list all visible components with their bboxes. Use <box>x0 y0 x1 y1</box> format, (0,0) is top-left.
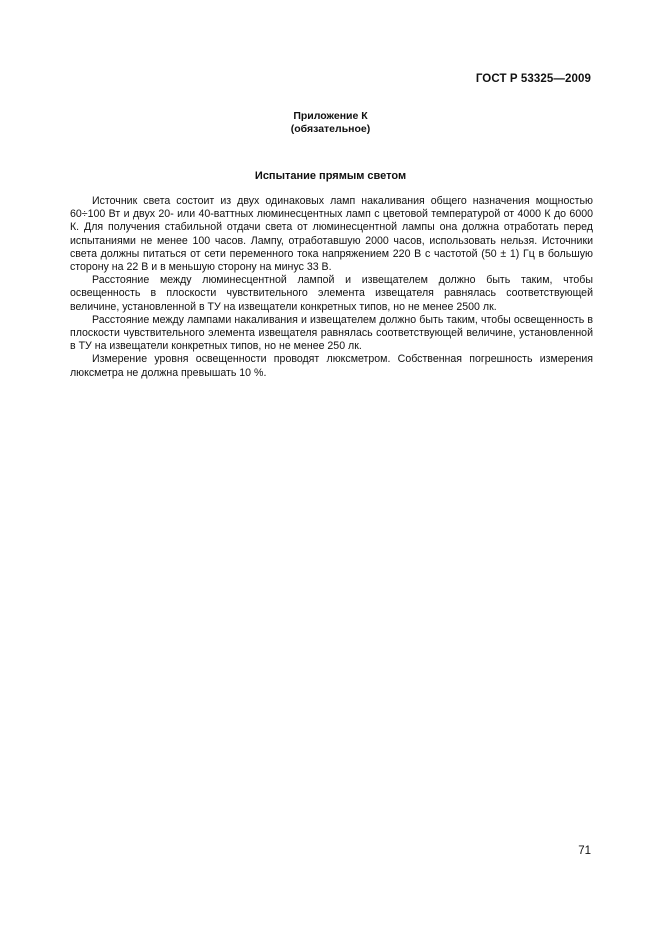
appendix-status: (обязательное) <box>290 123 371 135</box>
appendix-heading <box>0 110 661 136</box>
paragraph-light-source: Источник света состоит из двух одинаковых ламп накаливания общего назначения мощностью 60÷100 Вт и двух 20- или 40-ваттных люминесцентных ламп с цветовой температурой от 4000 К до 6000 К. Для получения стабильной отдачи света от люминесцентной лампы она должна отработать перед испытаниями не менее 100 часов. Лампу, отработавшую 2000 часов, использовать нельзя. Источники света должны питаться от сети переменного тока напряжением 220 В с частотой (50 ± 1) Гц в большую сторону на 22 В и в меньшую сторону на минус 33 В. <box>70 195 593 274</box>
body-text <box>70 195 593 380</box>
appendix-label: Приложение К <box>293 110 368 122</box>
section-title: Испытание прямым светом <box>254 170 407 182</box>
page-number: 71 <box>578 845 591 857</box>
paragraph-incandescent-distance: Расстояние между лампами накаливания и извещателем должно быть таким, чтобы освещенность в плоскости чувствительного элемента извещателя равнялась соответствующей величине, установленной в ТУ на извещатели конкретных типов, но не менее 250 лк. <box>70 313 593 353</box>
paragraph-measurement: Измерение уровня освещенности проводят люксметром. Собственная погрешность измерения люксметра не должна превышать 10 %. <box>70 353 593 379</box>
paragraph-fluorescent-distance: Расстояние между люминесцентной лампой и извещателем должно быть таким, чтобы освещенность в плоскости чувствительного элемента извещателя равнялась соответствующей величине, установленной в ТУ на извещатели конкретных типов, но не менее 2500 лк. <box>70 274 593 313</box>
standard-header: ГОСТ Р 53325—2009 <box>475 73 591 85</box>
